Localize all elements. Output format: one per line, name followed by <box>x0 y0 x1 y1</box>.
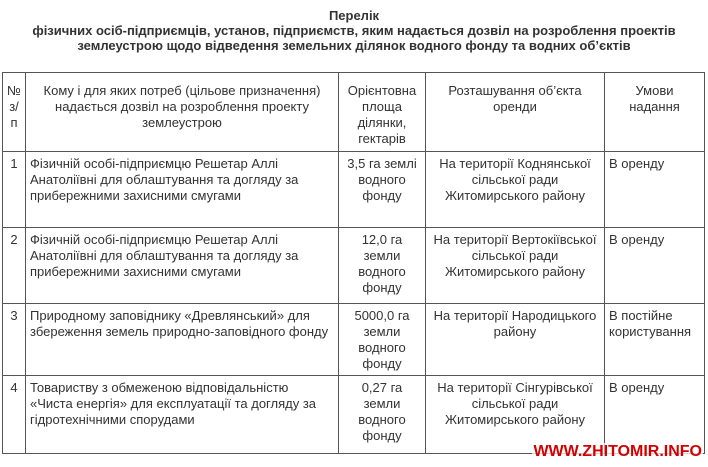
site-watermark: WWW.ZHITOMIR.INFO <box>533 443 702 460</box>
cell-area: 5000,0 га земли водного фонду <box>339 304 426 376</box>
table-row <box>3 152 705 228</box>
cell-who: Фізичній особі-підприємцю Решетар Аллі Анатоліївні для облаштування та догляду за прибережними захисними смугами <box>26 228 339 304</box>
table-row <box>3 304 705 376</box>
cell-area: 0,27 га земли водного фонду <box>339 376 426 454</box>
table-row <box>3 228 705 304</box>
cell-num: 1 <box>3 152 26 228</box>
cell-num: 3 <box>3 304 26 376</box>
header-num: № з/п <box>3 73 26 152</box>
table-row <box>3 376 705 454</box>
header-who: Кому і для яких потреб (цільове призначення) надається дозвіл на розроблення проекту землеустрою <box>26 73 339 152</box>
cell-conditions: В постійне користування <box>605 304 705 376</box>
title-line-1: Перелік <box>328 8 380 23</box>
header-conditions: Умови надання <box>605 73 705 152</box>
cell-conditions: В оренду <box>605 228 705 304</box>
cell-area: 3,5 га землі водного фонду <box>339 152 426 228</box>
cell-conditions: В оренду <box>605 376 705 454</box>
cell-who: Товариству з обмеженою відповідальністю «Чиста енергія» для експлуатації та догляду за гідротехнічними спорудами <box>26 376 339 454</box>
header-area: Орієнтовна площа ділянки, гектарів <box>339 73 426 152</box>
cell-location: На території Вертокіївської сільської ради Житомирського району <box>426 228 605 304</box>
table-header-row <box>3 73 705 152</box>
cell-location: На території Коднянської сільської ради Житомирського району <box>426 152 605 228</box>
document-title <box>0 8 708 53</box>
cell-num: 4 <box>3 376 26 454</box>
cell-location: На території Сінгурівської сільської ради Житомирського району <box>426 376 605 454</box>
title-line-3: землеустрою щодо відведення земельних ділянок водного фонду та водних об’єктів <box>77 38 631 53</box>
header-location: Розташування об’єкта оренди <box>426 73 605 152</box>
cell-location: На території Народицького району <box>426 304 605 376</box>
title-line-2: фізичних осіб-підприємців, установ, підприємств, яким надається дозвіл на розроблення проектів <box>32 23 676 38</box>
cell-area: 12,0 га земли водного фонду <box>339 228 426 304</box>
cell-who: Фізичній особі-підприємцю Решетар Аллі Анатоліївні для облаштування та догляду за прибережними захисними смугами <box>26 152 339 228</box>
cell-who: Природному заповіднику «Древлянський» для збереження земель природно-заповідного фонду <box>26 304 339 376</box>
permits-table <box>2 72 705 454</box>
cell-num: 2 <box>3 228 26 304</box>
cell-conditions: В оренду <box>605 152 705 228</box>
